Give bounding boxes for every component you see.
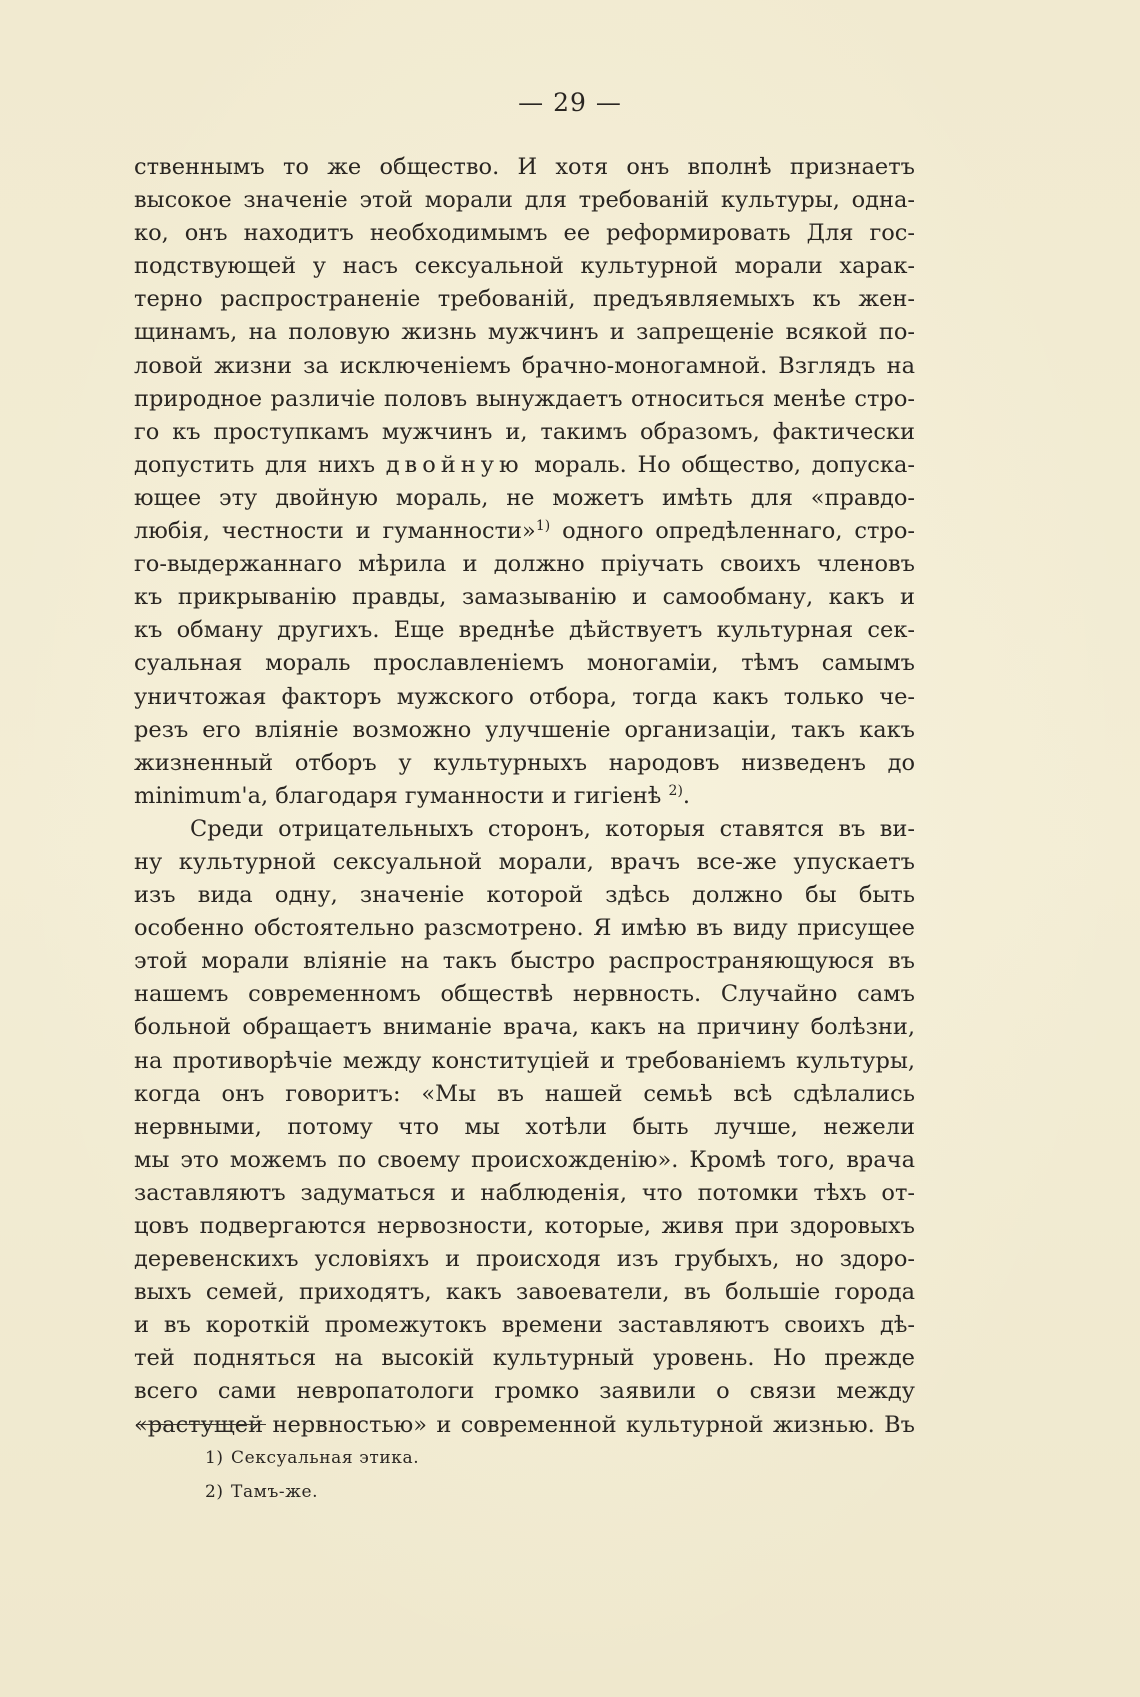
text-line: резъ его вліяніе возможно улучшеніе организаціи, такъ какъ	[134, 716, 915, 743]
text-line: когда онъ говоритъ: «Мы въ нашей семьѣ всѣ сдѣлались	[134, 1080, 915, 1107]
text-line: деревенскихъ условіяхъ и происходя изъ грубыхъ, но здоро-	[134, 1246, 915, 1273]
footnote-mark: 2)	[205, 1482, 224, 1502]
text-line: цовъ подвергаются нервозности, которые, живя при здоровыхъ	[134, 1213, 915, 1239]
text-line: суальная мораль прославленіемъ моногаміи, тѣмъ самымъ	[134, 650, 915, 677]
text-line: высокое значеніе этой морали для требованій культуры, одна-	[134, 187, 915, 214]
text-line: ющее эту двойную мораль, не можетъ имѣть для «правдо-	[134, 484, 915, 511]
text-line: этой морали вліяніе на такъ быстро распространяющуюся въ	[134, 948, 915, 975]
footnote-2	[205, 1475, 419, 1509]
text-line: мы это можемъ по своему происхожденію». Кромѣ того, врача	[134, 1146, 915, 1173]
paragraph-2	[134, 813, 915, 1442]
text-line: ну культурной сексуальной морали, врачъ все-же упускаетъ	[134, 848, 915, 875]
footnote-ref-1: 1)	[535, 518, 551, 535]
footnote-1	[205, 1441, 419, 1475]
text-line: нервными, потому что мы хотѣли быть лучше, нежели	[134, 1113, 915, 1140]
text-line: терно распространеніе требованій, предъявляемыхъ къ жен-	[134, 286, 915, 313]
text-line: Среди отрицательныхъ сторонъ, которыя ставятся въ ви-	[190, 815, 915, 842]
text-line: «растущей нервностью» и современной культурной жизнью. Въ	[134, 1411, 915, 1438]
text-segment: одного опредѣленнаго, стро-	[550, 518, 915, 545]
emphasized-word: двойную	[385, 451, 524, 478]
text-line: жизненный отборъ у культурныхъ народовъ низведенъ до	[134, 749, 915, 776]
text-line: го къ проступкамъ мужчинъ и, такимъ образомъ, фактически	[134, 418, 915, 445]
text-segment: любія, честности и гуманности»	[134, 518, 536, 545]
text-line: тей подняться на высокій культурный уровень. Но прежде	[134, 1345, 915, 1372]
text-line	[134, 515, 915, 548]
footnote-ref-2: 2)	[668, 782, 683, 799]
text-line	[134, 449, 915, 482]
footnote-mark: 1)	[205, 1448, 224, 1468]
text-segment: допустить для нихъ	[134, 451, 376, 478]
text-line: заставляютъ задуматься и наблюденія, что потомки тѣхъ от-	[134, 1179, 915, 1206]
text-line: на противорѣчіе между конституціей и требованіемъ культуры,	[134, 1047, 915, 1074]
text-line: ственнымъ то же общество. И хотя онъ вполнѣ признаетъ	[134, 154, 915, 180]
footnote-divider	[136, 1424, 266, 1425]
text-segment: .	[682, 782, 691, 809]
text-line: природное различіе половъ вынуждаетъ относиться менѣе стро-	[134, 385, 915, 412]
text-line: къ прикрыванію правды, замазыванію и самообману, какъ и	[134, 584, 915, 611]
text-line: выхъ семей, приходятъ, какъ завоеватели, въ большіе города	[134, 1279, 915, 1306]
text-line: изъ вида одну, значеніе которой здѣсь должно бы быть	[134, 882, 915, 909]
text-segment: minimum'a, благодаря гуманности и гигіенѣ	[134, 782, 669, 809]
text-line: особенно обстоятельно разсмотрено. Я имѣю въ виду присущее	[134, 915, 915, 942]
text-line: го-выдержаннаго мѣрила и должно пріучать своихъ членовъ	[134, 551, 915, 578]
text-line: всего сами невропатологи громко заявили о связи между	[134, 1378, 915, 1405]
text-line: ловой жизни за исключеніемъ брачно-моногамной. Взглядъ на	[134, 352, 915, 379]
text-line: подствующей у насъ сексуальной культурной морали харак-	[134, 253, 915, 280]
text-line: больной обращаетъ вниманіе врача, какъ на причину болѣзни,	[134, 1014, 915, 1041]
paragraph-1	[134, 151, 915, 813]
text-line: ко, онъ находитъ необходимымъ ее реформировать Для гос-	[134, 220, 915, 247]
text-line: къ обману другихъ. Еще вреднѣе дѣйствуетъ культурная сек-	[134, 617, 915, 644]
text-line: нашемъ современномъ обществѣ нервность. Случайно самъ	[134, 981, 915, 1008]
text-line: щинамъ, на половую жизнь мужчинъ и запрещеніе всякой по-	[134, 319, 915, 346]
text-line: и въ короткій промежутокъ времени заставляютъ своихъ дѣ-	[134, 1312, 915, 1339]
text-line: уничтожая факторъ мужского отбора, тогда какъ только че-	[134, 683, 915, 710]
text-segment: мораль. Но общество, допуска-	[534, 451, 915, 478]
footnote-text: Сексуальная этика.	[231, 1448, 420, 1468]
footnote-text: Тамъ-же.	[231, 1482, 319, 1502]
body-text	[134, 151, 915, 1442]
footnotes	[205, 1441, 419, 1509]
text-line	[134, 780, 915, 813]
page-number: — 29 —	[518, 88, 622, 117]
